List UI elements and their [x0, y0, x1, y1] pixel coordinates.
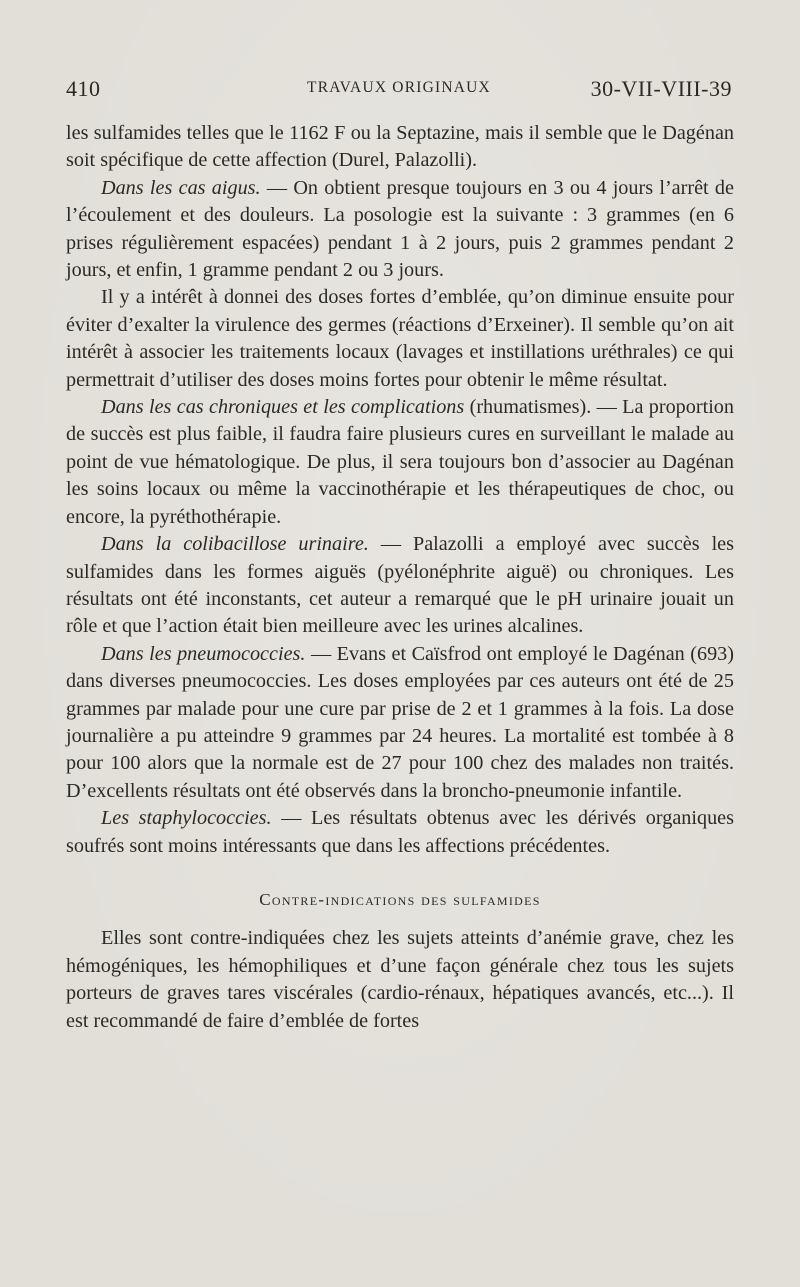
paragraph-text: — Les résultats obtenus avec les dérivés organiques soufrés sont moins intéressants que dans les affections précédentes. — [66, 807, 734, 857]
body-text — [66, 120, 734, 1035]
paragraph-text: les sulfamides telles que le 1162 F ou la Septazine, mais il semble que le Dagénan soit spécifique de cette affection (Durel, Palazolli). — [66, 122, 734, 172]
issue-date: 30-VII-VIII-39 — [590, 76, 732, 101]
paragraph-text: (rhumatismes). — La proportion de succès est plus faible, il faudra faire plusieurs cures en surveillant le malade au point de vue hématologique. De plus, il sera toujours bon d’associer au Dagénan les soins locaux ou même la vaccinothérapie et les thérapeutiques de choc, ou encore, la pyréthothérapie. — [66, 396, 734, 528]
paragraph-cas-chroniques — [66, 394, 734, 531]
page-header — [66, 76, 732, 106]
paragraph-lead: Dans la colibacillose urinaire. — [101, 533, 369, 556]
paragraph-continuation — [66, 120, 734, 175]
paragraph-staphylococcies — [66, 805, 734, 860]
paragraph-text: Elles sont contre-indiquées chez les sujets atteints d’anémie grave, chez les hémogéniques, les hémophiliques et d’une façon générale chez tous les sujets porteurs de graves tares viscérales (cardio-rénaux, hépatiques avancés, etc...). Il est recommandé de faire d’emblée de fortes — [66, 927, 734, 1032]
page-number: 410 — [66, 76, 101, 101]
running-title: TRAVAUX ORIGINAUX — [307, 79, 491, 96]
paragraph-lead: Dans les cas aigus. — [101, 176, 261, 199]
paragraph-text: — On obtient presque toujours en 3 ou 4 jours l’arrêt de l’écoulement et des douleurs. La posologie est la suivante : 3 grammes (en 6 prises régulièrement espacées) pendant 1 à 2 jours, puis 2 grammes pendant 2 jours, et enfin, 1 gramme pendant 2 ou 3 jours. — [66, 176, 734, 282]
paragraph-pneumococcies — [66, 641, 734, 805]
paragraph-cas-aigus — [66, 175, 734, 285]
paragraph-lead: Dans les cas chroniques et les complications — [101, 396, 465, 419]
paragraph-text: Il y a intérêt à donnei des doses fortes d’emblée, qu’on diminue ensuite pour éviter d’exalter la virulence des germes (réactions d’Erxeiner). Il semble qu’on ait intérêt à associer les traitements locaux (lavages et instillations uréthrales) ce qui permettrait d’utiliser des doses moins fortes pour obtenir le même résultat. — [66, 286, 734, 391]
paragraph-text: — Evans et Caïsfrod ont employé le Dagénan (693) dans diverses pneumococcies. Les doses employées par ces auteurs ont été de 25 grammes par malade pour une cure par prise de 2 et 1 grammes à la fois. La dose journalière a pu atteindre 9 grammes par 24 heures. La mortalité est tombée à 8 pour 100 alors que la normale est de 27 pour 100 chez des malades non traités. D’excellents résultats ont été observés dans la broncho-pneumonie infantile. — [66, 642, 734, 802]
paragraph-colibacillose — [66, 531, 734, 641]
paragraph-text: — Palazolli a employé avec succès les sulfamides dans les formes aiguës (pyélonéphrite aiguë) ou chroniques. Les résultats ont été inconstants, cet auteur a remarqué que le pH urinaire jouait un rôle et que l’action était bien meilleure avec les urines alcalines. — [66, 533, 735, 638]
paragraph-doses-fortes — [66, 284, 734, 394]
paragraph-lead: Les staphylococcies. — [101, 807, 272, 830]
paragraph-lead: Dans les pneumococcies. — [101, 642, 306, 665]
section-heading: Contre-indications des sulfamides — [259, 889, 541, 909]
paragraph-contre-indications — [66, 925, 734, 1035]
